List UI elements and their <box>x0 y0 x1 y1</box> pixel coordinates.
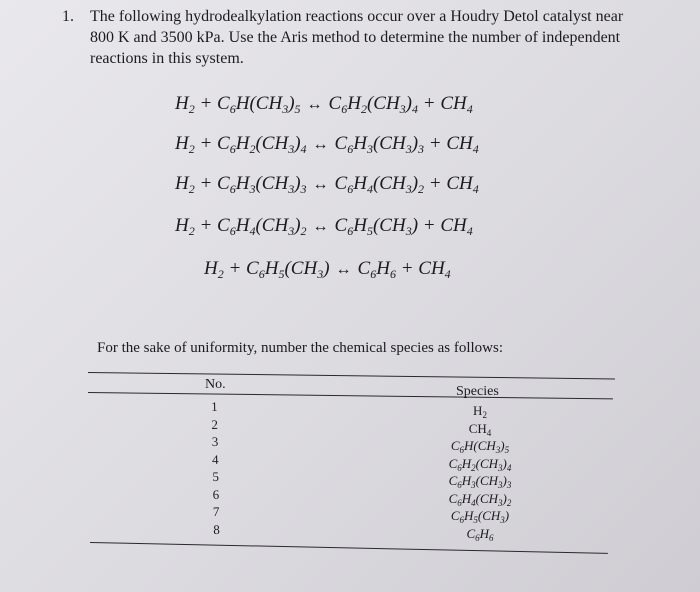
column-header-no: No. <box>205 377 226 392</box>
reaction-equation: $H_2 + C_6H_5(CH_3)$ ↔ $C_6H_6 + CH_4$ <box>204 258 451 281</box>
species-formula: $C_6H_6$ <box>466 525 494 543</box>
species-number-column <box>211 398 220 538</box>
species-number: 1 <box>211 398 218 414</box>
table-bottom-rule <box>90 542 608 554</box>
reaction-equation: $H_2 + C_6H_2(CH_3)_4$ ↔ $C_6H_3(CH_3)_3 + CH_4$ <box>175 133 479 156</box>
equilibrium-arrow-icon: ↔ <box>308 218 333 235</box>
reaction-equation: $H_2 + C_6H(CH_3)_5$ ↔ $C_6H_2(CH_3)_4 + CH_4$ <box>175 93 473 116</box>
table-top-rule <box>88 372 615 379</box>
species-number: 2 <box>211 416 219 432</box>
species-number: 7 <box>212 503 220 519</box>
species-formula: $C_6H_5(CH_3)$ <box>450 508 510 525</box>
species-formula: $C_6H(CH_3)_5$ <box>450 438 510 455</box>
equilibrium-arrow-icon: ↔ <box>308 136 333 153</box>
reaction-equation: $H_2 + C_6H_4(CH_3)_2$ ↔ $C_6H_5(CH_3) + CH_4$ <box>175 215 473 238</box>
species-number: 6 <box>212 486 220 502</box>
species-column <box>420 402 540 542</box>
species-formula: $C_6H_4(CH_3)_2$ <box>448 490 512 508</box>
reaction-equation: $H_2 + C_6H_3(CH_3)_3$ ↔ $C_6H_4(CH_3)_2 + CH_4$ <box>175 173 479 196</box>
species-formula: $CH_4$ <box>468 420 492 438</box>
problem-number: 1. <box>62 8 74 25</box>
problem-text: The following hydrodealkylation reactions occur over a Houdry Detol catalyst near 800 K and 3500 kPa. Use the Aris method to determine the number of independent reactions in this system. <box>90 8 624 67</box>
column-header-species: Species <box>456 384 499 399</box>
equilibrium-arrow-icon: ↔ <box>302 96 327 113</box>
species-number: 3 <box>211 433 219 449</box>
species-formula: $C_6H_2(CH_3)_4$ <box>448 455 512 473</box>
equilibrium-arrow-icon: ↔ <box>308 176 333 193</box>
species-number: 8 <box>213 521 220 537</box>
species-number: 5 <box>212 468 219 484</box>
species-number: 4 <box>211 451 219 467</box>
equilibrium-arrow-icon: ↔ <box>331 261 356 278</box>
numbering-instruction: For the sake of uniformity, number the chemical species as follows: <box>97 340 504 356</box>
table-header-rule <box>88 392 613 399</box>
species-formula: $C_6H_3(CH_3)_3$ <box>448 473 512 490</box>
species-formula: $H_2$ <box>473 403 487 420</box>
